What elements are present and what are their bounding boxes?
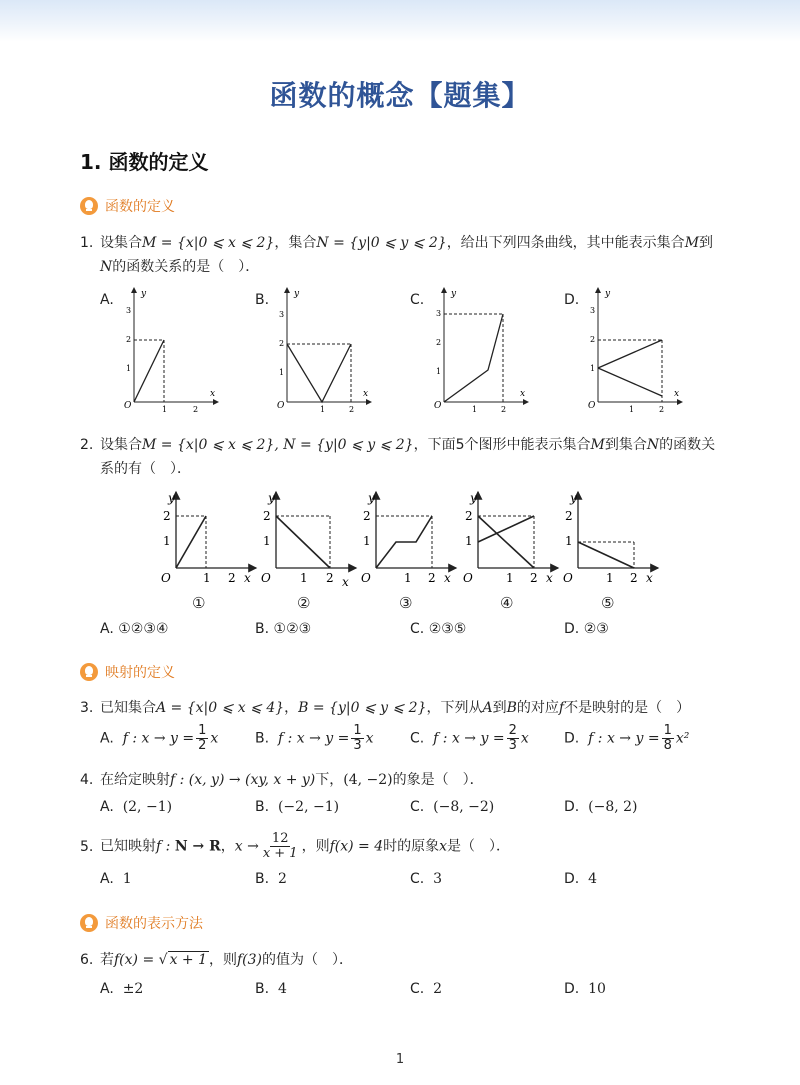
svg-text:2: 2 (193, 405, 199, 414)
q2-figure-label-2: ② (297, 594, 311, 612)
question-6: 6. 若f(x) = √ x + 1 ，则f(3)的值为（ ）． (80, 952, 354, 968)
q4-option-a[interactable]: A. (2, −1) (100, 799, 173, 815)
svg-text:1: 1 (506, 571, 514, 585)
svg-text:2: 2 (349, 405, 355, 414)
svg-text:y: y (570, 491, 577, 505)
q5-option-d[interactable]: D. 4 (564, 871, 598, 887)
svg-text:O: O (261, 571, 271, 585)
svg-text:1: 1 (363, 534, 371, 548)
q2-figure-4 (460, 488, 562, 588)
question-2: 2. 设集合M = {x|0 ⩽ x ⩽ 2}, N = {y|0 ⩽ y ⩽ 2}，下面5个图形中能表示集合M到集合N的函数关 系的有（ ）． (80, 437, 716, 477)
q6-option-b[interactable]: B. 4 (255, 981, 287, 997)
svg-text:x: x (342, 575, 349, 588)
q2-figure-2 (258, 488, 360, 588)
question-3: 3. 已知集合A = {x|0 ⩽ x ⩽ 4}，B = {y|0 ⩽ y ⩽ 2}，下列从A到B的对应f不是映射的是（ ） (80, 700, 691, 716)
svg-text:y: y (168, 491, 175, 505)
svg-text:y: y (268, 491, 275, 505)
svg-text:O: O (361, 571, 371, 585)
svg-text:2: 2 (428, 571, 436, 585)
svg-text:O: O (563, 571, 573, 585)
q1-option-c[interactable]: C. (410, 292, 425, 308)
lightbulb-icon (80, 663, 98, 681)
q2-option-a[interactable]: A. ①②③④ (100, 621, 169, 637)
q2-figure-label-1: ① (192, 594, 206, 612)
q1-graph-d (578, 282, 688, 417)
svg-text:1: 1 (590, 364, 596, 373)
q2-option-c[interactable]: C. ②③⑤ (410, 621, 467, 637)
svg-text:2: 2 (363, 509, 371, 523)
svg-text:1: 1 (203, 571, 211, 585)
q5-option-b[interactable]: B. 2 (255, 871, 287, 887)
q5-option-c[interactable]: C. 3 (410, 871, 443, 887)
svg-text:1: 1 (126, 364, 132, 373)
q3-option-b[interactable]: B. f : x → y = $\frac{1}{3}$ x (255, 723, 374, 753)
svg-text:2: 2 (590, 335, 596, 344)
svg-text:3: 3 (590, 306, 596, 315)
subhead-function-definition: 函数的定义 (80, 195, 175, 217)
q1-option-b[interactable]: B. (255, 292, 270, 308)
svg-text:x: x (363, 389, 369, 399)
q1-option-d[interactable]: D. (564, 292, 580, 308)
q3-option-c[interactable]: C. f : x → y = $\frac{2}{3}$ x (410, 723, 529, 753)
q2-option-d[interactable]: D. ②③ (564, 621, 609, 637)
q6-option-d[interactable]: D. 10 (564, 981, 606, 997)
section-heading: 1. 函数的定义 (80, 150, 209, 174)
svg-text:2: 2 (630, 571, 638, 585)
svg-text:y: y (368, 491, 375, 505)
svg-text:1: 1 (465, 534, 473, 548)
lightbulb-icon (80, 914, 98, 932)
svg-text:1: 1 (629, 405, 635, 414)
svg-text:2: 2 (326, 571, 334, 585)
q2-figure-label-5: ⑤ (601, 594, 615, 612)
svg-text:1: 1 (472, 405, 478, 414)
question-4: 4. 在给定映射f : (x, y) → (xy, x + y)下，(4, −2)的象是（ ）． (80, 772, 484, 788)
q2-figure-1 (158, 488, 260, 588)
svg-text:2: 2 (565, 509, 573, 523)
svg-text:O: O (463, 571, 473, 585)
question-5: 5. 已知映射f : N → R，x → $\frac{12}{x + 1}$ ，则f(x) = 4时的原象x是（ ）． (80, 831, 511, 861)
svg-text:1: 1 (436, 367, 442, 376)
q1-graph-a (114, 282, 224, 417)
svg-text:y: y (605, 289, 611, 299)
svg-text:1: 1 (279, 368, 285, 377)
svg-text:2: 2 (279, 339, 285, 348)
svg-text:2: 2 (501, 405, 507, 414)
svg-text:O: O (124, 401, 132, 411)
svg-text:x: x (444, 571, 451, 585)
svg-text:3: 3 (126, 306, 132, 315)
q2-figure-5 (560, 488, 662, 588)
q1-option-a[interactable]: A. (100, 292, 114, 308)
q2-figure-label-3: ③ (399, 594, 413, 612)
svg-text:y: y (141, 289, 147, 299)
svg-text:2: 2 (465, 509, 473, 523)
header-band (0, 0, 800, 42)
svg-text:x: x (646, 571, 653, 585)
q3-option-d[interactable]: D. f : x → y = $\frac{1}{8}$ x² (564, 723, 690, 753)
q1-graph-c (424, 282, 534, 417)
svg-text:1: 1 (320, 405, 326, 414)
q6-option-c[interactable]: C. 2 (410, 981, 443, 997)
svg-text:y: y (294, 289, 300, 299)
svg-text:1: 1 (162, 405, 168, 414)
svg-text:1: 1 (263, 534, 271, 548)
q4-option-b[interactable]: B. (−2, −1) (255, 799, 340, 815)
question-1: 1. 设集合M = {x|0 ⩽ x ⩽ 2}，集合N = {y|0 ⩽ y ⩽ 2}，给出下列四条曲线，其中能表示集合M到 N的函数关系的是（ ）． (80, 235, 714, 275)
lightbulb-icon (80, 197, 98, 215)
svg-text:2: 2 (436, 338, 442, 347)
svg-text:1: 1 (404, 571, 412, 585)
svg-text:3: 3 (436, 309, 442, 318)
svg-text:x: x (210, 389, 216, 399)
svg-text:2: 2 (659, 405, 665, 414)
svg-text:x: x (520, 389, 526, 399)
q5-option-a[interactable]: A. 1 (100, 871, 132, 887)
q2-figure-3 (358, 488, 460, 588)
svg-text:O: O (161, 571, 171, 585)
svg-text:x: x (244, 571, 251, 585)
q3-option-a[interactable]: A. f : x → y = $\frac{1}{2}$ x (100, 723, 219, 753)
svg-text:x: x (674, 389, 680, 399)
svg-text:x: x (546, 571, 553, 585)
page-title: 函数的概念【题集】 (269, 79, 531, 112)
svg-text:2: 2 (163, 509, 171, 523)
svg-text:O: O (434, 401, 442, 411)
q6-option-a[interactable]: A. ±2 (100, 981, 144, 997)
svg-text:2: 2 (263, 509, 271, 523)
subhead-function-representation: 函数的表示方法 (80, 912, 203, 934)
svg-text:1: 1 (565, 534, 573, 548)
q4-option-c[interactable]: C. (−8, −2) (410, 799, 495, 815)
page-number: 1 (395, 1052, 405, 1067)
svg-text:2: 2 (228, 571, 236, 585)
svg-text:O: O (588, 401, 596, 411)
svg-text:1: 1 (300, 571, 308, 585)
q4-option-d[interactable]: D. (−8, 2) (564, 799, 638, 815)
svg-text:2: 2 (126, 335, 132, 344)
svg-text:y: y (451, 289, 457, 299)
svg-text:O: O (277, 401, 285, 411)
svg-text:y: y (470, 491, 477, 505)
q1-graph-b (267, 282, 377, 417)
svg-text:1: 1 (163, 534, 171, 548)
svg-text:1: 1 (606, 571, 614, 585)
subhead-mapping-definition: 映射的定义 (80, 661, 175, 683)
q2-figure-label-4: ④ (500, 594, 514, 612)
svg-text:3: 3 (279, 310, 285, 319)
q2-option-b[interactable]: B. ①②③ (255, 621, 312, 637)
svg-text:2: 2 (530, 571, 538, 585)
